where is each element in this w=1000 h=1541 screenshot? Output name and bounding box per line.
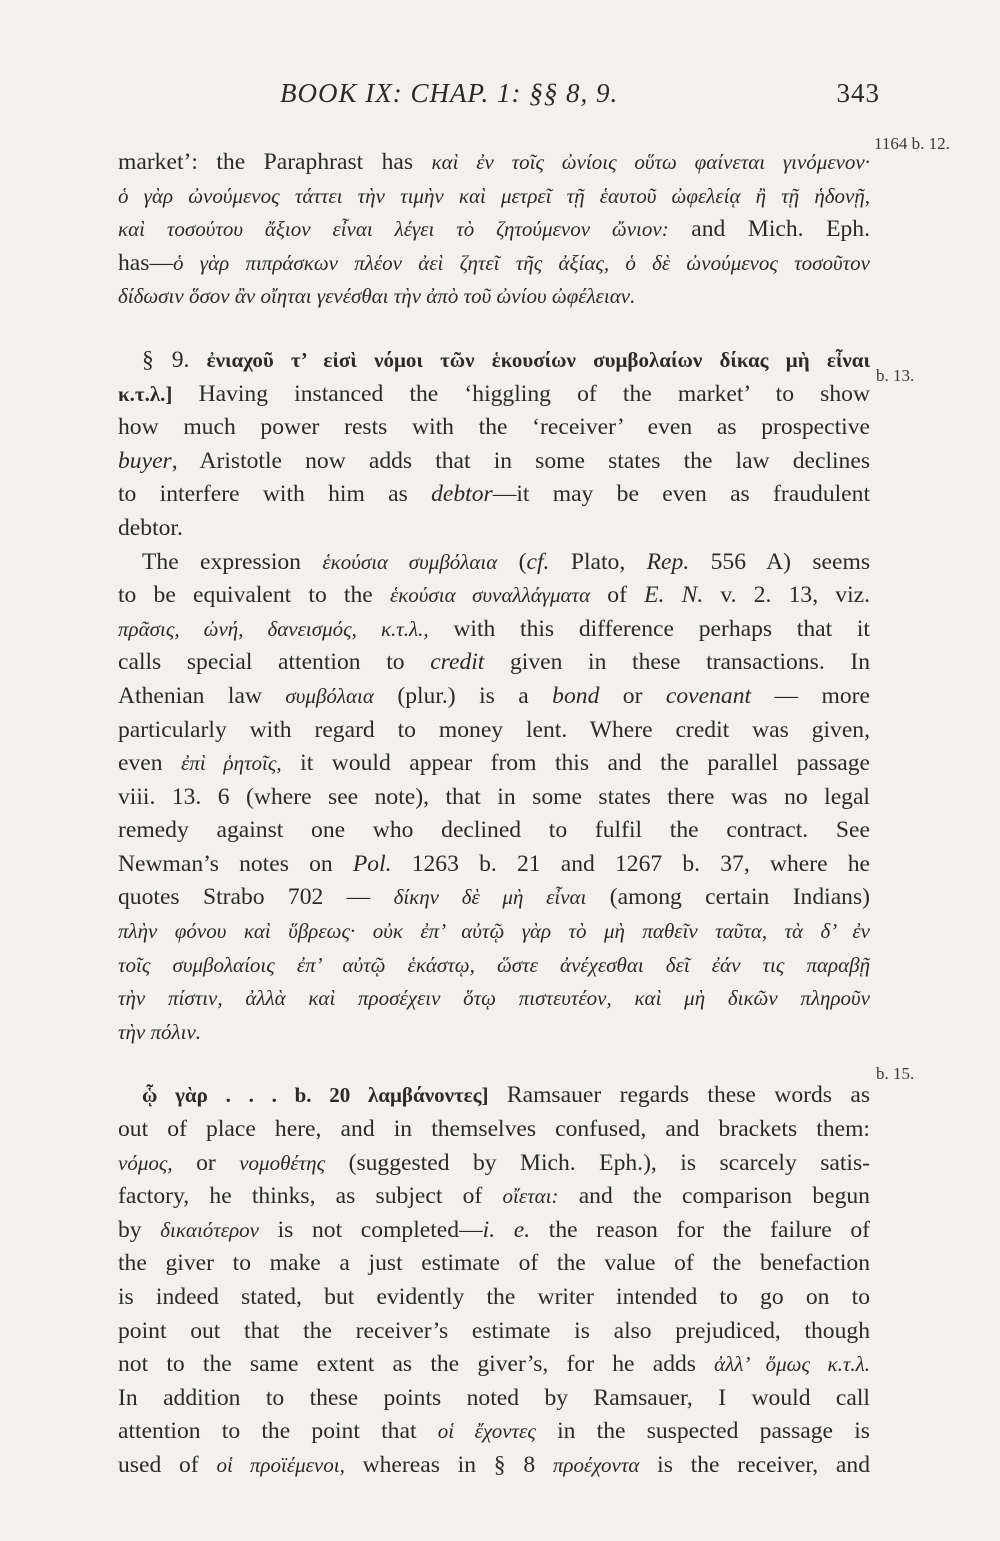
text-line: In addition to these points noted by Ramsauer, I would call (118, 1384, 870, 1411)
text-line (118, 247, 870, 281)
text-run: the reason for the failure of (530, 1216, 870, 1243)
text-run: Having instanced the ‘higgling of the market’ to show (172, 380, 870, 407)
text-run: whereas in § 8 (344, 1451, 553, 1478)
text-line (118, 613, 870, 647)
text-run: market’: the Paraphrast has (118, 149, 432, 175)
greek-quote: οἱ προϊέμενοι, (216, 1452, 345, 1477)
text-line (118, 1415, 870, 1449)
text-run: and the comparison begun (558, 1183, 870, 1210)
italic-word: covenant (665, 682, 752, 709)
greek-quote: τὴν πόλιν. (118, 1019, 202, 1044)
text-line (118, 881, 870, 915)
italic-word: E. N. (644, 582, 704, 609)
greek-quote: δίδωσιν ὅσον ἂν οἴηται γενέσθαι τὴν ἀπὸ τοῦ ὠνίου ὠφέλειαν. (118, 284, 636, 309)
text-line (118, 915, 870, 949)
text-run: (among certain Indians) (586, 884, 871, 911)
text-line (118, 982, 870, 1016)
text-body (118, 146, 870, 1483)
text-run: in the suspected passage is (535, 1418, 870, 1445)
page-number: 343 (836, 78, 880, 108)
text-line (118, 180, 870, 214)
text-line (118, 1214, 870, 1248)
text-line (118, 579, 870, 613)
text-line: point out that the receiver’s estimate is also prejudiced, though (118, 1317, 870, 1344)
italic-word: Rep. (646, 548, 690, 575)
text-line: viii. 13. 6 (where see note), that in some states there was no legal (118, 783, 870, 810)
text-run: not to the same extent as the giver’s, for he adds (118, 1351, 715, 1378)
paragraph (118, 344, 870, 546)
running-title: BOOK IX: CHAP. 1: §§ 8, 9. (280, 78, 619, 108)
greek-quote: οἴεται: (502, 1184, 559, 1209)
margin-reference: b. 15. (876, 1064, 915, 1083)
text-line (118, 1016, 870, 1050)
paragraph (118, 1079, 870, 1482)
text-line (118, 1180, 870, 1214)
text-line: out of place here, and in themselves confused, and brackets them: (118, 1116, 870, 1143)
greek-quote: συμβόλαια (285, 683, 374, 708)
text-run: (suggested by Mich. Eph.), is scarcely satis- (325, 1149, 871, 1176)
text-line (118, 478, 870, 512)
italic-word: debtor (431, 481, 493, 508)
text-run: Plato, (549, 548, 647, 575)
lemma: ᾧ γὰρ . . . b. 20 λαμβάνοντες] (142, 1083, 489, 1108)
greek-quote: ὁ γὰρ πιπράσκων πλέον ἀεὶ ζητεῖ τῆς ἀξίας, ὁ δὲ ὠνούμενος τοσοῦτον (173, 250, 870, 275)
paragraph (118, 546, 870, 1050)
greek-quote: ἀλλ’ ὅμως κ.τ.λ. (714, 1352, 870, 1377)
greek-quote: καὶ ἐν τοῖς ὠνίοις οὕτω φαίνεται γινόμενον· (431, 150, 870, 174)
paragraph-gap (118, 314, 870, 344)
text-run: Ramsauer regards these words as (488, 1082, 870, 1109)
text-run: and Mich. Eph. (668, 216, 871, 243)
section-number: § 9. (142, 346, 190, 373)
text-run: to interfere with him as (118, 481, 432, 508)
text-line (118, 747, 870, 781)
text-run: Newman’s notes on (118, 850, 353, 877)
text-run: —it may be even as fraudulent (492, 481, 871, 508)
text-run: is the receiver, and (639, 1451, 871, 1478)
greek-quote: προέχοντα (552, 1452, 640, 1477)
text-line (118, 146, 870, 180)
italic-word: credit (430, 649, 485, 676)
greek-quote: ἑκούσια συναλλάγματα (389, 583, 591, 608)
text-line (118, 1449, 870, 1483)
greek-quote: ἐπὶ ῥητοῖς, (181, 751, 282, 776)
text-line (118, 1348, 870, 1382)
text-line (118, 213, 870, 247)
text-line: how much power rests with the ‘receiver’ even as prospective (118, 414, 870, 441)
text-run: calls special attention to (118, 649, 431, 676)
margin-reference: 1164 b. 12. (874, 134, 950, 153)
greek-quote: δικαιότερον (160, 1217, 259, 1242)
text-line (118, 280, 870, 314)
text-line (118, 1147, 870, 1181)
text-run: given in these transactions. In (484, 649, 871, 676)
text-run: or (599, 682, 666, 709)
text-line (118, 949, 870, 983)
italic-word: i. e. (482, 1216, 531, 1243)
text-line: is indeed stated, but evidently the writer intended to go on to (118, 1284, 870, 1310)
text-run: used of (118, 1451, 217, 1478)
text-run: , Aristotle now adds that in some states the law declines (171, 447, 870, 474)
paragraph (118, 146, 870, 314)
text-run: or (172, 1149, 240, 1176)
text-line (118, 848, 870, 882)
text-line: debtor. (118, 514, 183, 541)
text-run: (plur.) is a (373, 682, 553, 709)
text-run: is not completed— (258, 1216, 483, 1243)
text-run: 1263 b. 21 and 1267 b. 37, where he (391, 850, 870, 877)
greek-quote: δίκην δὲ μὴ εἶναι (393, 885, 587, 910)
text-run: Athenian law (118, 682, 286, 709)
text-line (118, 445, 870, 479)
text-run: by (118, 1216, 161, 1243)
text-line (118, 546, 870, 580)
text-run: 556 A) seems (689, 548, 871, 575)
paragraph-gap (118, 1049, 870, 1079)
greek-quote: τὴν πίστιν, ἀλλὰ καὶ προσέχειν ὅτῳ πιστευτέον, καὶ μὴ δικῶν πληροῦν (118, 986, 870, 1011)
italic-word: Pol. (352, 850, 392, 877)
text-line (118, 378, 870, 412)
text-run: — more (751, 682, 870, 709)
greek-quote: νόμος, (118, 1150, 173, 1175)
text-run: even (118, 750, 182, 777)
greek-quote: ὁ γὰρ ὠνούμενος τάττει τὴν τιμὴν καὶ μετρεῖ τῇ ἑαυτοῦ ὠφελείᾳ ἢ τῇ ἡδονῇ, (118, 183, 870, 208)
text-run: ( (497, 548, 527, 575)
text-run: attention to the point that (118, 1418, 438, 1445)
text-run: with this difference perhaps that it (428, 615, 870, 642)
text-run: factory, he thinks, as subject of (118, 1183, 503, 1210)
greek-quote: πλὴν φόνου καὶ ὕβρεως· οὐκ ἐπ’ αὐτῷ γὰρ τὸ μὴ παθεῖν ταῦτα, τὰ δ’ ἐν (118, 919, 870, 944)
text-line: remedy against one who declined to fulfil the contract. See (118, 817, 870, 844)
text-run: has— (118, 249, 174, 276)
text-line (118, 680, 870, 714)
greek-quote: καὶ τοσούτου ἄξιον εἶναι λέγει τὸ ζητούμενον ὤνιον: (118, 217, 669, 242)
text-line (118, 1079, 870, 1113)
text-run: quotes Strabo 702 — (118, 884, 394, 911)
text-run: to be equivalent to the (118, 582, 390, 609)
greek-quote: ἑκούσια συμβόλαια (322, 549, 498, 574)
text-run: of (590, 582, 645, 609)
text-line: particularly with regard to money lent. Where credit was given, (118, 716, 870, 743)
margin-reference: b. 13. (876, 366, 915, 385)
italic-word: bond (552, 682, 600, 709)
text-run: The expression (142, 548, 323, 575)
italic-word: buyer (118, 447, 172, 474)
greek-quote: πρᾶσις, ὠνή, δανεισμός, κ.τ.λ., (118, 616, 429, 641)
text-run: it would appear from this and the parallel passage (281, 750, 871, 777)
lemma: κ.τ.λ.] (118, 381, 173, 406)
text-run: v. 2. 13, viz. (703, 582, 870, 609)
text-line (118, 344, 870, 378)
italic-word: cf. (526, 548, 550, 575)
greek-quote: οἱ ἔχοντες (437, 1419, 536, 1444)
running-head (280, 78, 880, 118)
lemma: ἐνιαχοῦ τ’ εἰσὶ νόμοι τῶν ἑκουσίων συμβολαίων δίκας μὴ εἶναι (189, 347, 870, 372)
greek-quote: νομοθέτης (239, 1150, 326, 1175)
text-line (118, 646, 870, 680)
greek-quote: τοῖς συμβολαίοις ἐπ’ αὐτῷ ἑκάστῳ, ὥστε ἀνέχεσθαι δεῖ ἐάν τις παραβῇ (118, 952, 870, 977)
text-line: the giver to make a just estimate of the value of the benefaction (118, 1250, 870, 1277)
